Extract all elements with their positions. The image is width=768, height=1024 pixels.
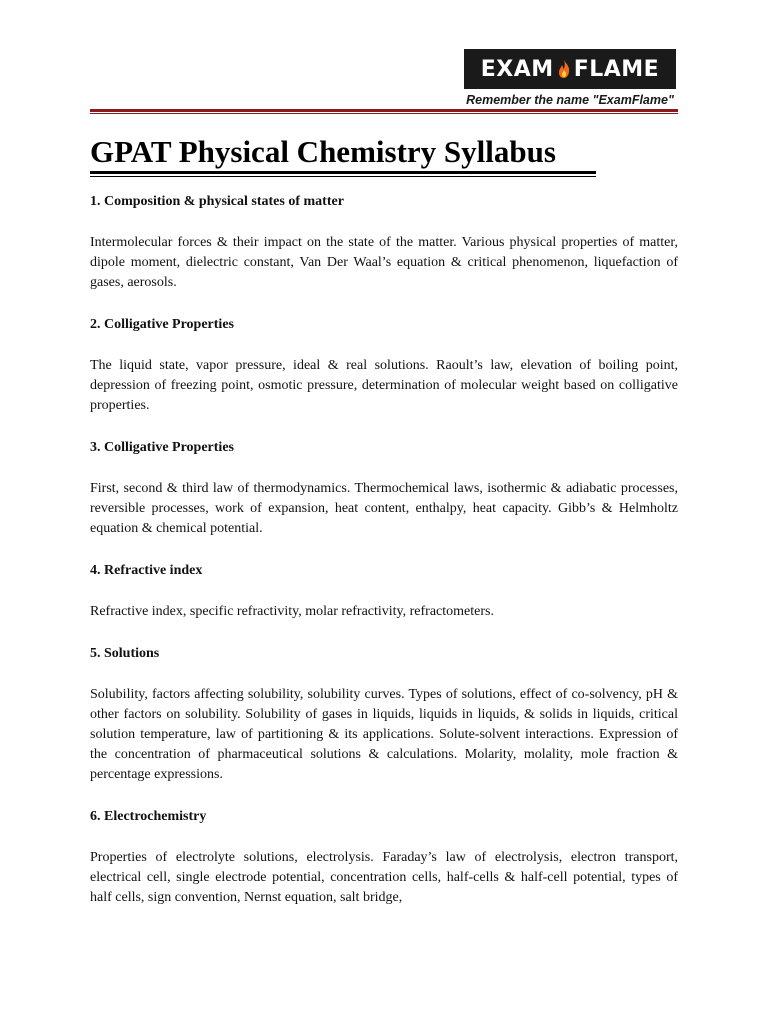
- examflame-logo: [464, 49, 676, 89]
- title-underline: [90, 171, 596, 174]
- section-heading: 5. Solutions: [90, 646, 160, 661]
- section-body: Refractive index, specific refractivity, molar refractivity, refractometers.: [90, 604, 494, 619]
- section-body: Intermolecular forces & their impact on the state of the matter. Various physical properties of matter, dipole moment, dielectric constant, Van Der Waal’s equation & critical phenomenon, liquefaction of gases, aerosols.: [90, 235, 678, 290]
- section-composition: [90, 192, 678, 293]
- section-heading: 1. Composition & physical states of matter: [90, 194, 344, 209]
- section-refractive-index: [90, 561, 678, 622]
- header-divider: [90, 109, 678, 112]
- section-electrochemistry: [90, 807, 678, 908]
- section-colligative: [90, 315, 678, 416]
- section-body: Properties of electrolyte solutions, electrolysis. Faraday’s law of electrolysis, electron transport, electrical cell, single electrode potential, concentration cells, half-cells & half-cell potential, types of half cells, sign convention, Nernst equation, salt bridge,: [90, 850, 678, 905]
- tagline: Remember the name "ExamFlame": [466, 93, 674, 107]
- section-body: First, second & third law of thermodynamics. Thermochemical laws, isothermic & adiabatic processes, reversible processes, work of expansion, heat content, enthalpy, heat capacity. Gibb’s & Helmholtz equation & chemical potential.: [90, 481, 678, 536]
- flame-icon: [557, 59, 571, 79]
- section-body: Solubility, factors affecting solubility, solubility curves. Types of solutions, effect of co-solvency, pH & other factors on solubility. Solubility of gases in liquids, liquids in liquids, & solids in liquids, critical solution temperature, law of partitioning & its applications. Solute-solvent interactions. Expression of the concentration of pharmaceutical solutions & calculations. Molarity, molality, mole fraction & percentage expressions.: [90, 687, 678, 782]
- section-heading: 6. Electrochemistry: [90, 809, 207, 824]
- header-divider-thin: [90, 113, 678, 114]
- section-heading: 4. Refractive index: [90, 563, 203, 578]
- section-heading: 2. Colligative Properties: [90, 317, 234, 332]
- page-title: GPAT Physical Chemistry Syllabus: [90, 134, 556, 169]
- section-solutions: [90, 644, 678, 785]
- section-heading: 3. Colligative Properties: [90, 440, 234, 455]
- logo-text-exam: EXAM: [480, 56, 554, 82]
- logo-text-flame: FLAME: [573, 56, 660, 82]
- syllabus-content: [90, 192, 678, 930]
- section-body: The liquid state, vapor pressure, ideal & real solutions. Raoult’s law, elevation of boiling point, depression of freezing point, osmotic pressure, determination of molecular weight based on colligative properties.: [90, 358, 678, 413]
- section-thermodynamics: [90, 438, 678, 539]
- title-underline-thin: [90, 176, 596, 177]
